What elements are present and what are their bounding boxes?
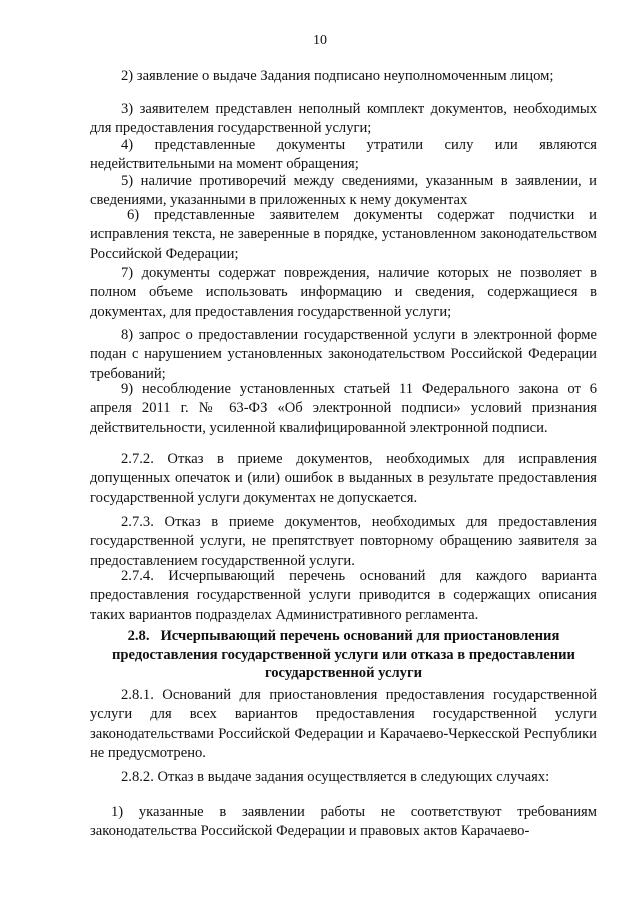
list-item-3: 3) заявителем представлен неполный комплект документов, необходимых для предоставления государственной услуги; [90, 101, 597, 137]
clause-2-8-2-item-1: 1) указанные в заявлении работы не соответствуют требованиям законодательства Российской Федерации и правовых актов Карачаево- [90, 804, 597, 840]
clause-2-8-2: 2.8.2. Отказ в выдаче задания осуществляется в следующих случаях: [121, 769, 550, 785]
clause-2-7-3: 2.7.3. Отказ в приеме документов, необходимых для предоставления государственной услуги, не препятствует повторному обращению заявителя за предоставлением государственной услуги. [90, 514, 597, 569]
clause-2-7-2: 2.7.2. Отказ в приеме документов, необходимых для исправления допущенных опечаток и (или) ошибок в выданных в результате предоставления государственной услуги документах не допускается. [90, 451, 597, 506]
list-item-6: 6) представленные заявителем документы содержат подчистки и исправления текста, не заверенные в порядке, установленном законодательством Российской Федерации; [90, 207, 597, 262]
clause-2-8-1: 2.8.1. Оснований для приостановления предоставления государственной услуги для всех вариантов предоставления государственной услуги законодательствами Российской Федерации и Карачаево-Черкесской Республики не предусмотрено. [90, 687, 597, 761]
section-heading-2-8: 2.8. Исчерпывающий перечень оснований для приостановления предоставления государственной услуги или отказа в предоставлении государственной услуги [112, 628, 575, 681]
list-item-7: 7) документы содержат повреждения, наличие которых не позволяет в полном объеме использовать информацию и сведения, содержащиеся в документах, для предоставления государственной услуги; [90, 265, 597, 320]
list-item-8: 8) запрос о предоставлении государственной услуги в электронной форме подан с нарушением установленных законодательством Российской Федерации требований; [90, 327, 597, 382]
list-item-5: 5) наличие противоречий между сведениями, указанным в заявлении, и сведениями, указанными в приложенных к нему документах [90, 173, 597, 209]
list-item-2: 2) заявление о выдаче Задания подписано неуполномоченным лицом; [121, 68, 554, 84]
page-number: 10 [313, 33, 327, 48]
clause-2-7-4: 2.7.4. Исчерпывающий перечень оснований для каждого варианта предоставления государственной услуги приводится в содержащих описания таких вариантов подразделах Административного регламента. [90, 568, 597, 623]
list-item-4: 4) представленные документы утратили силу или являются недействительными на момент обращения; [90, 137, 597, 173]
list-item-9: 9) несоблюдение установленных статьей 11 Федерального закона от 6 апреля 2011 г. № 63-ФЗ «Об электронной подписи» условий признания действительности, усиленной квалифицированной электронной подписи. [90, 381, 597, 436]
